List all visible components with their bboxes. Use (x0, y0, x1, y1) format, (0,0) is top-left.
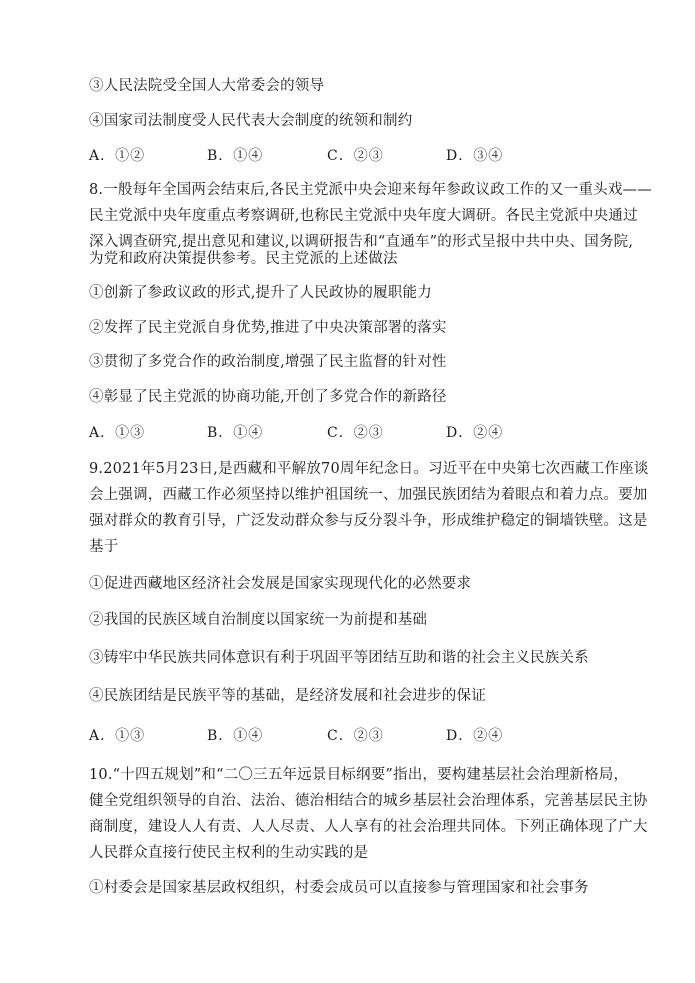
q10-stem-line-2: 健全党组织领导的自治、法治、德治相结合的城乡基层社会治理体系，完善基层民主协 (89, 793, 648, 809)
q8-stem-line-2: 民主党派中央年度重点考察调研,也称民主党派中央年度大调研。各民主党派中央通过 (89, 208, 638, 224)
q7-statement-4: ④国家司法制度受人民代表大会制度的统领和制约 (89, 113, 413, 129)
q8-statement-1: ①创新了参政议政的形式,提升了人民政协的履职能力 (89, 285, 432, 301)
q10-stem-line-4: 人民群众直接行使民主权利的生动实践的是 (89, 845, 369, 861)
q9-statement-3: ③铸牢中华民族共同体意识有利于巩固平等团结互助和谐的社会主义民族关系 (89, 650, 589, 666)
q7-choice-d[interactable]: D．③④ (446, 148, 504, 164)
q9-stem-line-2: 会上强调，西藏工作必须坚持以维护祖国统一、加强民族团结为着眼点和着力点。要加 (89, 487, 648, 503)
q8-statement-4: ④彰显了民主党派的协商功能,开创了多党合作的新路径 (89, 389, 447, 405)
q8-stem-line-1: 8.一般每年全国两会结束后,各民主党派中央会迎来每年参政议政工作的又一重头戏—— (89, 182, 652, 198)
q10-stem-line-1: 10.“十四五规划”和“二〇三五年远景目标纲要”指出，要构建基层社会治理新格局， (89, 767, 629, 783)
q7-choice-a[interactable]: A．①② (89, 148, 146, 164)
q9-stem-line-3: 强对群众的教育引导，广泛发动群众参与反分裂斗争，形成维护稳定的铜墙铁壁。这是 (89, 513, 648, 529)
q8-statement-2: ②发挥了民主党派自身优势,推进了中央决策部署的落实 (89, 320, 447, 336)
q9-choice-b[interactable]: B．①④ (207, 728, 264, 744)
q9-choice-a[interactable]: A．①③ (89, 728, 146, 744)
q9-stem-line-4: 基于 (89, 539, 119, 555)
q8-stem-line-4: 为党和政府决策提供参考。民主党派的上述做法 (89, 251, 398, 267)
q10-stem-line-3: 商制度，建设人人有责、人人尽责、人人享有的社会治理共同体。下列正确体现了广大 (89, 819, 648, 835)
q9-stem-line-1: 9.2021年5月23日,是西藏和平解放70周年纪念日。习近平在中央第七次西藏工作座谈 (89, 461, 649, 477)
q9-statement-4: ④民族团结是民族平等的基础，是经济发展和社会进步的保证 (89, 688, 486, 704)
q9-choice-c[interactable]: C．②③ (327, 728, 384, 744)
q8-choice-b[interactable]: B．①④ (207, 425, 264, 441)
q9-statement-1: ①促进西藏地区经济社会发展是国家实现现代化的必然要求 (89, 576, 472, 592)
q8-choice-d[interactable]: D．②④ (446, 425, 504, 441)
q7-choice-c[interactable]: C．②③ (327, 148, 384, 164)
q8-statement-3: ③贯彻了多党合作的政治制度,增强了民主监督的针对性 (89, 354, 447, 370)
q9-statement-2: ②我国的民族区域自治制度以国家统一为前提和基础 (89, 612, 428, 628)
q8-stem-line-3: 深入调查研究,提出意见和建议,以调研报告和“直通车”的形式呈报中共中央、国务院, (89, 234, 634, 250)
q7-choice-b[interactable]: B．①④ (207, 148, 264, 164)
q7-statement-3: ③人民法院受全国人大常委会的领导 (89, 78, 325, 94)
q10-statement-1: ①村委会是国家基层政权组织，村委会成员可以直接参与管理国家和社会事务 (89, 880, 589, 896)
q8-choice-c[interactable]: C．②③ (327, 425, 384, 441)
q9-choice-d[interactable]: D．②④ (446, 728, 504, 744)
q8-choice-a[interactable]: A．①③ (89, 425, 146, 441)
